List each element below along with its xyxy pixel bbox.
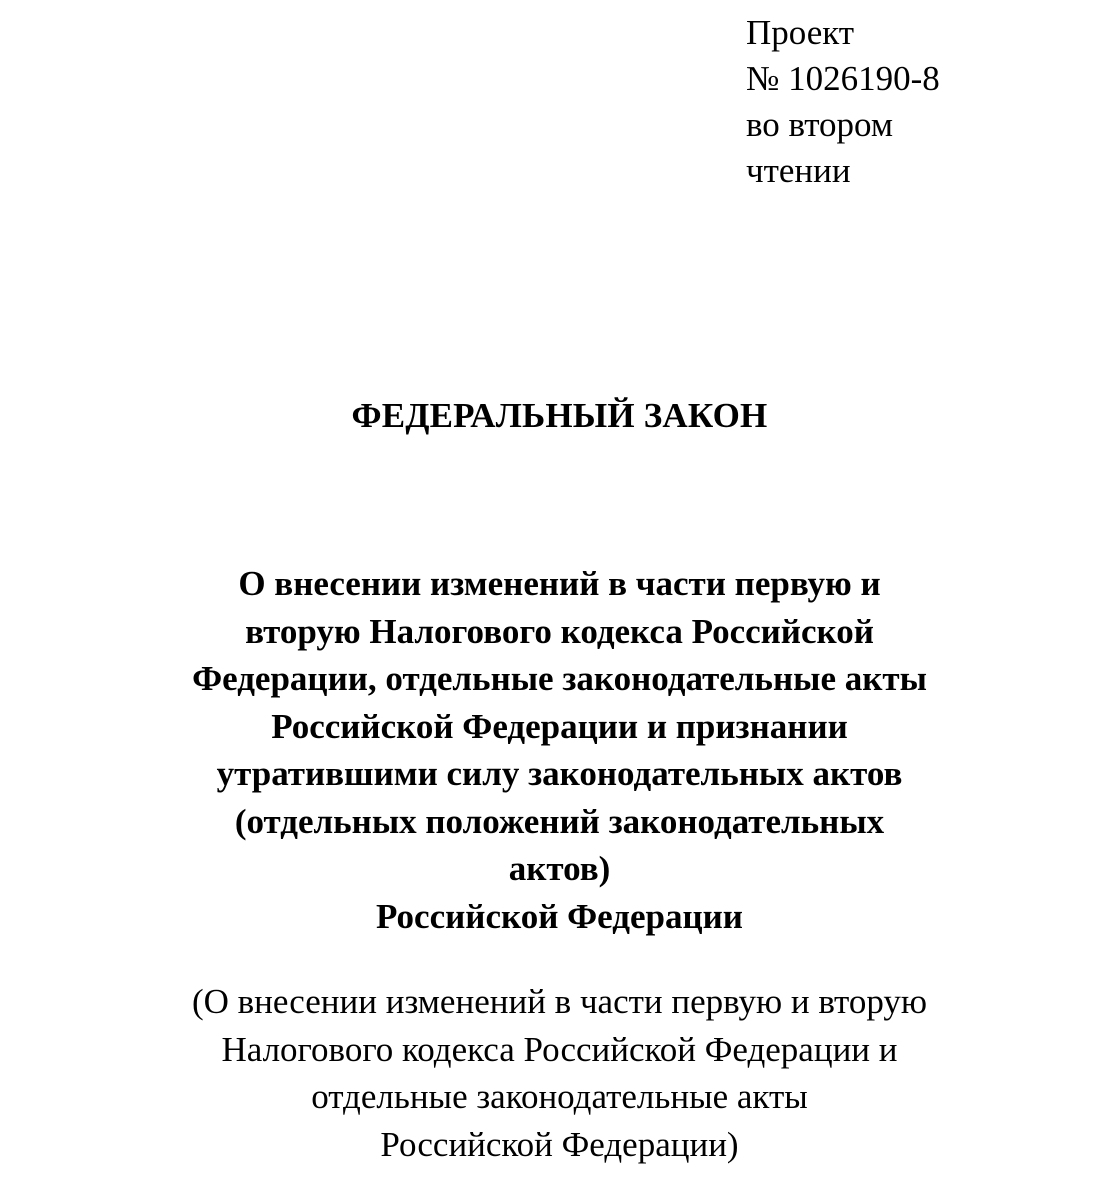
law-title-line: (отдельных положений законодательных [234,801,885,841]
law-title [0,560,1119,940]
law-alt-title-line: Налогового кодекса Российской Федерации и [221,1029,898,1069]
law-title-line: Российской Федерации и признании [271,706,848,746]
law-title-line: О внесении изменений в части первую и [238,564,881,603]
law-title-line: актов) [508,849,611,888]
law-alternative-title [0,978,1119,1168]
law-title-line: вторую Налогового кодекса Российской [245,611,874,651]
law-title-line: Российской Федерации [376,896,743,936]
law-alt-title-line: (О внесении изменений в части первую и вторую [191,982,928,1021]
law-alt-title-line: отдельные законодательные акты [311,1077,808,1116]
project-label: Проект [746,13,855,52]
law-title-line: Федерации, отдельные законодательные акты [192,659,927,698]
law-title-line: утратившими силу законодательных актов [216,754,903,793]
project-number: № 1026190-8 [746,59,940,98]
project-info [746,10,1086,194]
project-reading-line-1: во втором [746,105,894,144]
law-alt-title-line: Российской Федерации) [380,1124,739,1164]
law-type-heading: ФЕДЕРАЛЬНЫЙ ЗАКОН [351,396,768,435]
project-reading-line-2: чтении [746,151,851,190]
